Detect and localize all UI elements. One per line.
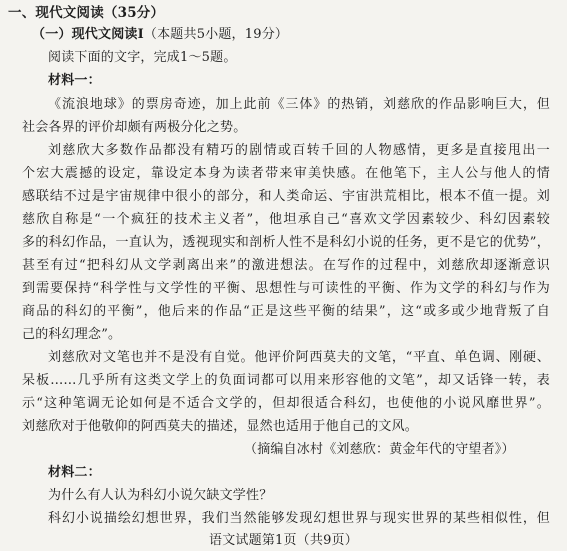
material1-line: 《流浪地球》的票房奇迹，加上此前《三体》的热销，刘慈欣的作品影响巨大，但 <box>48 97 550 112</box>
material1-line: 己的科幻理念”。 <box>22 327 122 342</box>
material1-source: （摘编自冰村《刘慈欣：黄金年代的守望者》） <box>244 442 515 457</box>
subsection-note: （本题共5小题，19分） <box>143 27 289 42</box>
material2-line: 为什么有人认为科幻小说欠缺文学性？ <box>48 488 273 503</box>
page-footer: 语文试题第1页（共9页） <box>209 533 358 548</box>
material1-line: 慈欣自称是“一个疯狂的技术主义者”，他坦承自己“喜欢文学因素较少、科幻因素较 <box>22 212 550 227</box>
material1-line: 刘慈欣对于他敬仰的阿西莫夫的描述，显然也适用于他自己的文风。 <box>22 419 419 434</box>
material1-line: 刘慈欣对文笔也并不是没有自觉。他评价阿西莫夫的文笔，“平直、单色调、刚硬、 <box>48 350 550 365</box>
material1-line: 示“这种笔调无论如何是不适合文学的，但却很适合科幻，也使他的小说风靡世界”。 <box>22 396 550 411</box>
material2-label: 材料二： <box>48 465 101 480</box>
material1-label: 材料一： <box>48 73 101 88</box>
subsection-label: （一）现代文阅读Ⅰ <box>32 27 144 42</box>
material1-line: 多的科幻作品，一直认为，透视现实和剖析人性不是科幻小说的任务，更不是它的优势”， <box>22 235 550 250</box>
material1-line: 个宏大震撼的设定，靠设定本身为读者带来审美快感。在他笔下，主人公与他人的情 <box>22 166 550 181</box>
material1-line: 商品的科幻的平衡”，他后来的作品“正是这些平衡的结果”，这“或多或少地背叛了自 <box>22 304 550 319</box>
instruction-text: 阅读下面的文字，完成1～5题。 <box>48 50 237 65</box>
material1-line: 社会各界的评价却颇有两极分化之势。 <box>22 120 247 135</box>
material1-line: 呆板……几乎所有这类文学上的负面词都可以用来形容他的文笔”，却又话锋一转，表 <box>22 373 550 388</box>
material1-line: 甚至有过“把科幻从文学剥离出来”的激进想法。在写作的过程中，刘慈欣却逐渐意识 <box>22 258 550 273</box>
material1-line: 刘慈欣大多数作品都没有精巧的剧情或百转千回的人物感情，更多是直接甩出一 <box>48 143 550 158</box>
material1-line: 感联结不过是宇宙规律中很小的部分，和人类命运、宇宙洪荒相比，根本不值一提。刘 <box>22 189 550 204</box>
section-title: 一、现代文阅读（35分） <box>8 5 165 21</box>
subsection-heading <box>32 26 564 44</box>
material2-line: 科幻小说描绘幻想世界，我们当然能够发现幻想世界与现实世界的某些相似性，但 <box>48 511 550 526</box>
material1-line: 到需要保持“科学性与文学性的平衡、思想性与可读性的平衡、作为文学的科幻与作为 <box>22 281 550 296</box>
